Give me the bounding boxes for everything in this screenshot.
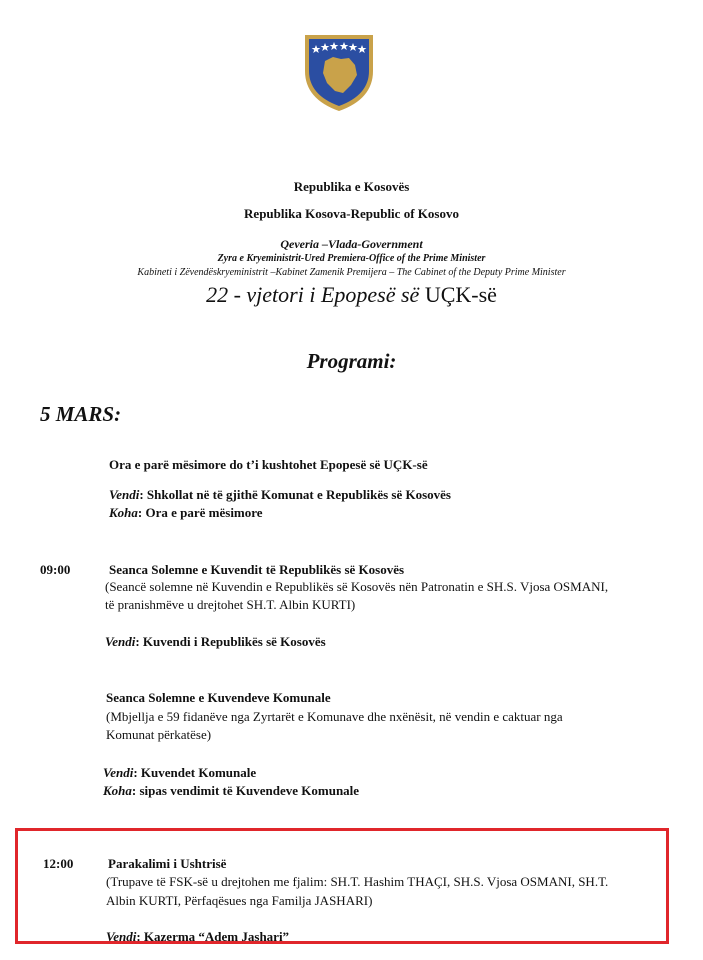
item-description-line2: Komunat përkatëse) [106, 727, 212, 742]
item-title: Ora e parë mësimore do t’i kushtohet Epopesë së UÇK-së [109, 457, 428, 472]
item-description-line2: Albin KURTI, Përfaqësues nga Familja JASHARI) [106, 893, 373, 908]
item-vendi [103, 765, 256, 781]
item-vendi [105, 634, 326, 650]
item-description-line1: (Trupave të FSK-së u drejtohen me fjalim: SH.T. Hashim THAÇI, SH.S. Vjosa OSMANI, SH.T. [106, 874, 609, 889]
item-description-line1: (Mbjellja e 59 fidanëve nga Zyrtarët e Komunave dhe nxënësit, në vendin e caktuar nga [106, 709, 563, 724]
item-vendi [106, 929, 289, 945]
item-vendi [109, 487, 451, 503]
item-time: 12:00 [43, 856, 74, 871]
program-heading: Programi: [306, 349, 397, 373]
item-title: Parakalimi i Ushtrisë [108, 856, 227, 871]
title-part1: 22 - vjetori i Epopesë së [206, 282, 425, 307]
office-label: Zyra e Kryeministrit-Ured Premiera-Office of the Prime Minister [217, 253, 486, 264]
item-description-line2: të pranishmëve u drejtohet SH.T. Albin KURTI) [105, 597, 356, 612]
item-koha [109, 505, 263, 521]
page-title [0, 282, 703, 308]
vendi-value: : Kazerma “Adem Jashari” [136, 929, 290, 944]
item-title: Seanca Solemne e Kuvendeve Komunale [106, 690, 331, 705]
item-title: Seanca Solemne e Kuvendit të Republikës së Kosovës [109, 562, 405, 577]
koha-value: : sipas vendimit të Kuvendeve Komunale [131, 783, 360, 798]
item-time: 09:00 [40, 562, 71, 577]
koha-value: : Ora e parë mësimore [137, 505, 263, 520]
vendi-value: : Shkollat në të gjithë Komunat e Republikës së Kosovës [139, 487, 451, 502]
government-label: Qeveria –Vlada-Government [280, 237, 423, 251]
vendi-label: Vendi [109, 487, 140, 502]
vendi-label: Vendi [103, 765, 134, 780]
kosovo-emblem-icon [303, 31, 375, 113]
item-koha [103, 783, 359, 799]
country-name-multilang: Republika Kosova-Republic of Kosovo [244, 206, 459, 221]
country-name: Republika e Kosovës [293, 179, 410, 194]
cabinet-label: Kabineti i Zëvendëskryeministrit –Kabinet Zamenik Premijera – The Cabinet of the Deputy Prime Minister [137, 267, 566, 278]
title-part2: UÇK-së [424, 282, 497, 307]
koha-label: Koha [109, 505, 138, 520]
vendi-label: Vendi [105, 634, 136, 649]
vendi-value: : Kuvendi i Republikës së Kosovës [135, 634, 326, 649]
date-heading: 5 MARS: [40, 402, 122, 426]
vendi-label: Vendi [106, 929, 137, 944]
vendi-value: : Kuvendet Komunale [133, 765, 257, 780]
koha-label: Koha [103, 783, 132, 798]
item-description-line1: (Seancë solemne në Kuvendin e Republikës së Kosovës nën Patronatin e SH.S. Vjosa OSMANI, [105, 579, 609, 594]
